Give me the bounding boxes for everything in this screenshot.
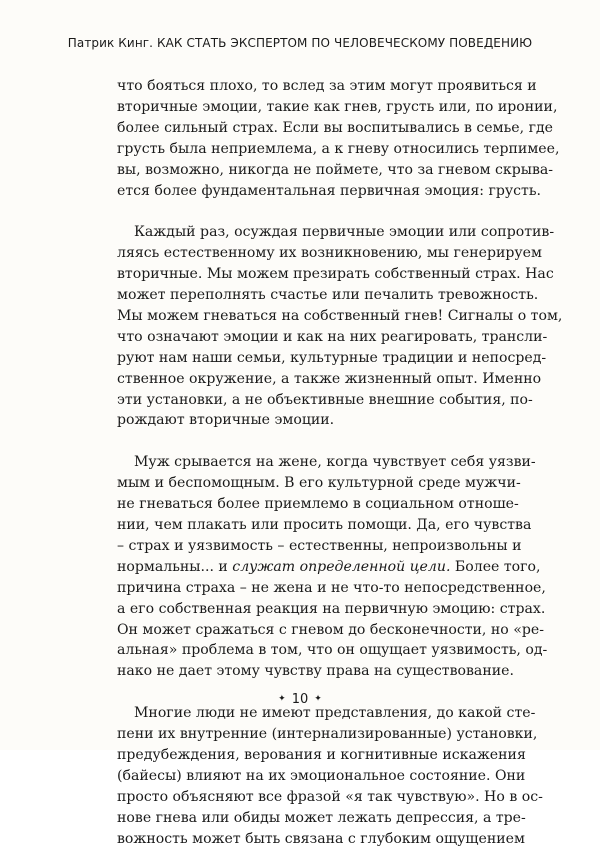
text-line: вторичные. Мы можем презирать собственный страх. Нас [117, 266, 554, 283]
text-line: причина страха – не жена и не что-то непосредственное, [117, 579, 546, 596]
paragraph-4 [117, 703, 543, 849]
text-line: может переполнять счастье или печалить тревожность. [117, 287, 539, 304]
text-line: – страх и уязвимость – естественны, непроизвольны и [117, 537, 522, 554]
running-head: Патрик Кинг. КАК СТАТЬ ЭКСПЕРТОМ ПО ЧЕЛОВЕЧЕСКОМУ ПОВЕДЕНИЮ [67, 36, 533, 50]
text-run: нормальны... и [117, 558, 233, 575]
text-line: Муж срывается на жене, когда чувствует себя уязви- [134, 454, 536, 471]
text-line: что бояться плохо, то вслед за этим могут проявиться и [117, 78, 537, 94]
page-number: 10 [291, 692, 309, 707]
ornament-icon: ✦ [314, 694, 322, 704]
text-line: эти установки, а не объективные внешние события, по- [117, 391, 533, 408]
text-line: более сильный страх. Если вы воспитывались в семье, где [117, 119, 553, 136]
text-line: ется более фундаментальная первичная эмоция: грусть. [117, 182, 542, 199]
text-line: вы, возможно, никогда не поймете, что за гневом скрыва- [117, 161, 554, 178]
text-line: нако не дает этому чувству права на существование. [117, 663, 514, 680]
text-line: нове гнева или обиды может лежать депрессия, а тре- [117, 809, 526, 826]
text-line: пени их внутренние (интернализированные) установки, [117, 726, 538, 743]
text-line: вожность может быть связана с глубоким ощущением [117, 830, 525, 847]
body-text [117, 76, 563, 849]
page-number-footer [0, 692, 600, 707]
emphasis-text: служат определенной цели. [232, 558, 451, 575]
text-line: просто объясняют все фразой «я так чувствую». Но в ос- [117, 788, 543, 805]
paragraph-2 [117, 222, 563, 431]
text-line: что означают эмоции и как на них реагировать, трансли- [117, 328, 548, 345]
paragraph-3 [117, 452, 548, 682]
text-line: Мы можем гневаться на собственный гнев! Сигналы о том, [117, 307, 563, 324]
text-line: нии, чем плакать или просить помощи. Да, его чувства [117, 517, 532, 533]
ornament-icon: ✦ [278, 694, 286, 704]
text-line: альная» проблема в том, что он ощущает уязвимость, од- [117, 642, 548, 659]
text-line: Многие люди не имеют представления, до какой сте- [134, 705, 536, 722]
text-line: руют нам наши семьи, культурные традиции и непосред- [117, 349, 547, 366]
text-line: не гневаться более приемлемо в социальном отноше- [117, 496, 519, 513]
text-line: ляясь естественному их возникновению, мы генерируем [117, 245, 542, 262]
text-line: мым и беспомощным. В его культурной среде мужчи- [117, 475, 521, 492]
paragraph-1 [117, 76, 560, 201]
text-line: (байесы) влияют на их эмоциональное состояние. Они [117, 767, 526, 784]
text-line: ственное окружение, а также жизненный опыт. Именно [117, 370, 542, 387]
text-line: рождают вторичные эмоции. [117, 412, 335, 429]
text-line: предубеждения, верования и когнитивные искажения [117, 746, 526, 763]
text-line: вторичные эмоции, такие как гнев, грусть или, по иронии, [117, 98, 558, 115]
text-line: Каждый раз, осуждая первичные эмоции или сопротив- [134, 224, 555, 241]
text-line: а его собственная реакция на первичную эмоцию: страх. [117, 600, 546, 617]
text-line: грусть была неприемлема, а к гневу относились терпимее, [117, 140, 560, 157]
text-run: Более того, [450, 558, 541, 575]
text-line-with-emphasis [117, 557, 541, 578]
text-line: Он может сражаться с гневом до бесконечности, но «ре- [117, 621, 544, 638]
